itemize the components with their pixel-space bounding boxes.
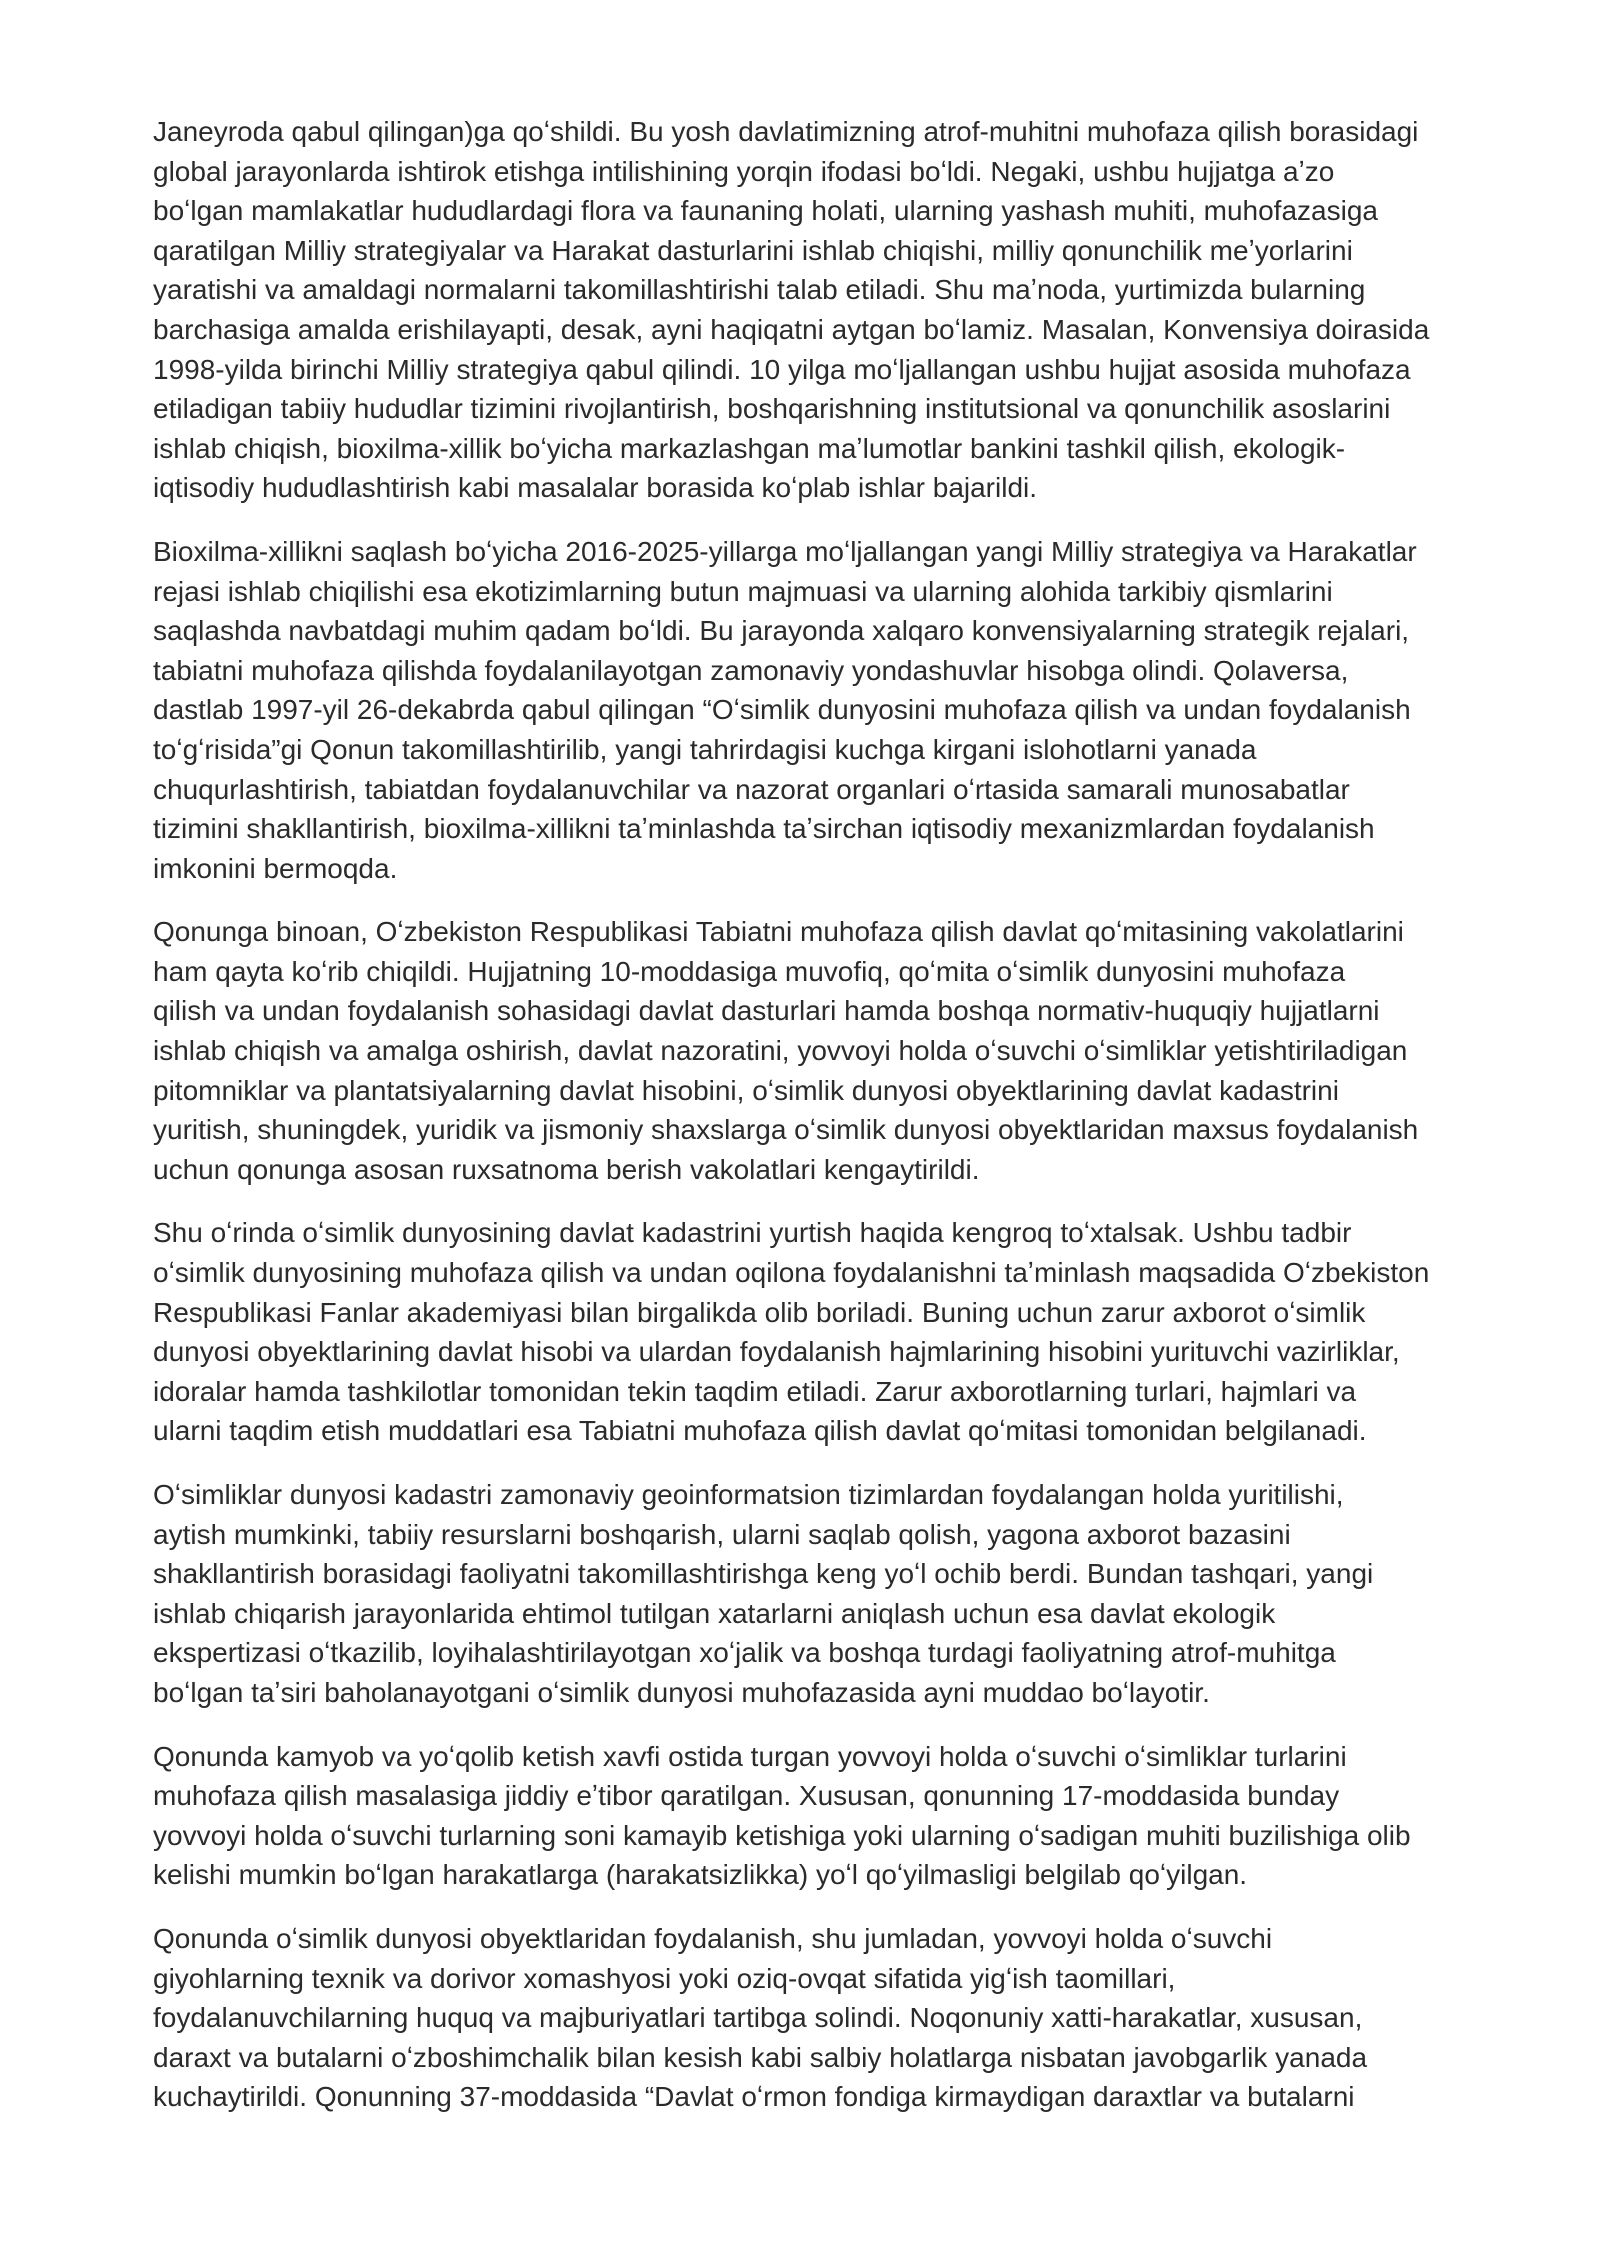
paragraph: Oʻsimliklar dunyosi kadastri zamonaviy geoinformatsion tizimlardan foydalangan holda yuritilishi, aytish mumkinki, tabiiy resurslarni boshqarish, ularni saqlab qolish, yagona axborot bazasini shakllantirish borasidagi faoliyatni takomillashtirishga keng yoʻl ochib berdi. Bundan tashqari, yangi ishlab chiqarish jarayonlarida ehtimol tutilgan xatarlarni aniqlash uchun esa davlat ekologik ekspertizasi oʻtkazilib, loyihalashtirilayotgan xoʻjalik va boshqa turdagi faoliyatning atrof-muhitga boʻlgan taʼsiri baholanayotgani oʻsimlik dunyosi muhofazasida ayni muddao boʻlayotir. (153, 1479, 1374, 1708)
document-page (153, 112, 1523, 2141)
paragraph: Qonunda kamyob va yoʻqolib ketish xavfi ostida turgan yovvoyi holda oʻsuvchi oʻsimliklar turlarini muhofaza qilish masalasiga jiddiy eʼtibor qaratilgan. Xususan, qonunning 17-moddasida bunday yovvoyi holda oʻsuvchi turlarning soni kamayib ketishiga yoki ularning oʻsadigan muhiti buzilishiga olib kelishi mumkin boʻlgan harakatlarga (harakatsizlikka) yoʻl qoʻyilmasligi belgilab qoʻyilgan. (153, 1740, 1411, 1891)
paragraph: Bioxilma-xillikni saqlash boʻyicha 2016-2025-yillarga moʻljallangan yangi Milliy strategiya va Harakatlar rejasi ishlab chiqilishi esa ekotizimlarning butun majmuasi va ularning alohida tarkibiy qismlarini saqlashda navbatdagi muhim qadam boʻldi. Bu jarayonda xalqaro konvensiyalarning strategik rejalari, tabiatni muhofaza qilishda foydalanilayotgan zamonaviy yondashuvlar hisobga olindi. Qolaversa, dastlab 1997-yil 26-dekabrda qabul qilingan “Oʻsimlik dunyosini muhofaza qilish va undan foydalanish toʻgʻrisida”gi Qonun takomillashtirilib, yangi tahrirdagisi kuchga kirgani islohotlarni yanada chuqurlashtirish, tabiatdan foydalanuvchilar va nazorat organlari oʻrtasida samarali munosabatlar tizimini shakllantirish, bioxilma-xillikni taʼminlashda taʼsirchan iqtisodiy mexanizmlardan foydalanish imkonini bermoqda. (153, 535, 1417, 884)
paragraph: Shu oʻrinda oʻsimlik dunyosining davlat kadastrini yurtish haqida kengroq toʻxtalsak. Ushbu tadbir oʻsimlik dunyosining muhofaza qilish va undan oqilona foydalanishni taʼminlash maqsadida Oʻzbekiston Respublikasi Fanlar akademiyasi bilan birgalikda olib boriladi. Buning uchun zarur axborot oʻsimlik dunyosi obyektlarining davlat hisobi va ulardan foydalanish hajmlarining hisobini yurituvchi vazirliklar, idoralar hamda tashkilotlar tomonidan tekin taqdim etiladi. Zarur axborotlarning turlari, hajmlari va ularni taqdim etish muddatlari esa Tabiatni muhofaza qilish davlat qoʻmitasi tomonidan belgilanadi. (153, 1217, 1430, 1447)
paragraph: Qonunga binoan, Oʻzbekiston Respublikasi Tabiatni muhofaza qilish davlat qoʻmitasining vakolatlarini ham qayta koʻrib chiqildi. Hujjatning 10-moddasiga muvofiq, qoʻmita oʻsimlik dunyosini muhofaza qilish va undan foydalanish sohasidagi davlat dasturlari hamda boshqa normativ-huquqiy hujjatlarni ishlab chiqish va amalga oshirish, davlat nazoratini, yovvoyi holda oʻsuvchi oʻsimliklar yetishtiriladigan pitomniklar va plantatsiyalarning davlat hisobini, oʻsimlik dunyosi obyektlarining davlat kadastrini yuritish, shuningdek, yuridik va jismoniy shaxslarga oʻsimlik dunyosi obyektlaridan maxsus foydalanish uchun qonunga asosan ruxsatnoma berish vakolatlari kengaytirildi. (153, 916, 1419, 1185)
paragraph: Qonunda oʻsimlik dunyosi obyektlaridan foydalanish, shu jumladan, yovvoyi holda oʻsuvchi giyohlarning texnik va dorivor xomashyosi yoki oziq-ovqat sifatida yigʻish taomillari, foydalanuvchilarning huquq va majburiyatlari tartibga solindi. Noqonuniy xatti-harakatlar, xususan, daraxt va butalarni oʻzboshimchalik bilan kesish kabi salbiy holatlarga nisbatan javobgarlik yanada kuchaytirildi. Qonunning 37-moddasida “Davlat oʻrmon fondiga kirmaydigan daraxtlar va butalarni (153, 1922, 1368, 2113)
paragraph: Janeyroda qabul qilingan)ga qoʻshildi. Bu yosh davlatimizning atrof-muhitni muhofaza qilish borasidagi global jarayonlarda ishtirok etishga intilishining yorqin ifodasi boʻldi. Negaki, ushbu hujjatga aʼzo boʻlgan mamlakatlar hududlardagi flora va faunaning holati, ularning yashash muhiti, muhofazasiga qaratilgan Milliy strategiyalar va Harakat dasturlarini ishlab chiqishi, milliy qonunchilik meʼyorlarini yaratishi va amaldagi normalarni takomillashtirishi talab etiladi. Shu maʼnoda, yurtimizda bularning barchasiga amalda erishilayapti, desak, ayni haqiqatni aytgan boʻlamiz. Masalan, Konvensiya doirasida 1998-yilda birinchi Milliy strategiya qabul qilindi. 10 yilga moʻljallangan ushbu hujjat asosida muhofaza etiladigan tabiiy hududlar tizimini rivojlantirish, boshqarishning institutsional va qonunchilik asoslarini ishlab chiqish, bioxilma-xillik boʻyicha markazlashgan maʼlumotlar bankini tashkil qilish, ekologik- iqtisodiy hududlashtirish kabi masalalar borasida koʻplab ishlar bajarildi. (153, 116, 1430, 504)
